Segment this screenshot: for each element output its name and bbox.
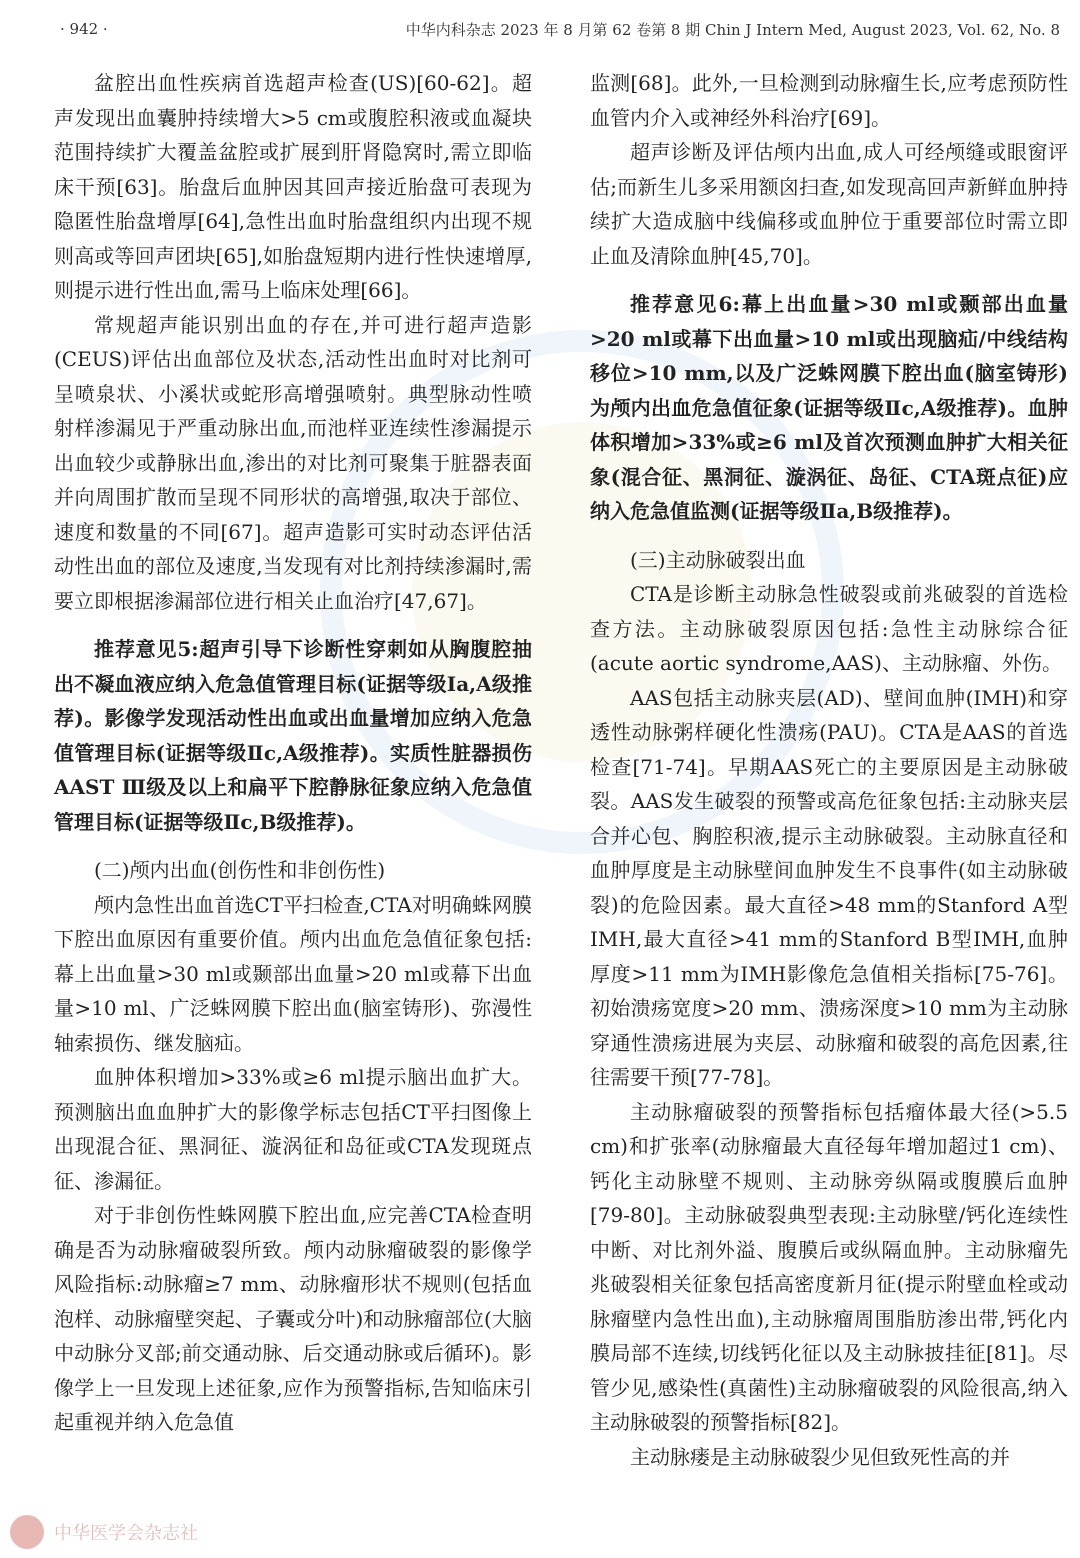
paragraph: 主动脉瘤破裂的预警指标包括瘤体最大径(>5.5 cm)和扩张率(动脉瘤最大直径每年增加超过1 cm)、钙化主动脉壁不规则、主动脉旁纵隔或腹膜后血肿[79-80]。主动脉破裂典型表现:主动脉壁/钙化连续性中断、对比剂外溢、腹膜后或纵隔血肿。主动脉瘤先兆破裂相关征象包括高密度新月征(提示附壁血栓或动脉瘤壁内急性出血),主动脉瘤周围脂肪渗出带,钙化内膜局部不连续,切线钙化征以及主动脉披挂征[81]。尽管少见,感染性(真菌性)主动脉瘤破裂的风险很高,纳入主动脉破裂的预警指标[82]。 (590, 1099, 1068, 1434)
paragraph: 主动脉瘘是主动脉破裂少见但致死性高的并 (630, 1444, 1010, 1469)
journal-info: 中华内科杂志 2023 年 8 月第 62 卷第 8 期 Chin J Intern Med, August 2023, Vol. 62, No. 8 (405, 20, 1060, 39)
paragraph: 超声诊断及评估颅内出血,成人可经颅缝或眼窗评估;而新生儿多采用额囟扫查,如发现高回声新鲜血肿持续扩大造成脑中线偏移或血肿位于重要部位时需立即止血及清除血肿[45,70]。 (590, 140, 1068, 268)
left-column (54, 66, 532, 1440)
paragraph: CTA是诊断主动脉急性破裂或前兆破裂的首选检查方法。主动脉破裂原因包括:急性主动脉综合征(acute aortic syndrome,AAS)、主动脉瘤、外伤。 (590, 582, 1068, 675)
page-header (60, 14, 1060, 44)
paragraph: 监测[68]。此外,一旦检测到动脉瘤生长,应考虑预防性血管内介入或神经外科治疗[69]。 (590, 71, 1068, 130)
paragraph: AAS包括主动脉夹层(AD)、壁间血肿(IMH)和穿透性动脉粥样硬化性溃疡(PAU)。CTA是AAS的首选检查[71-74]。早期AAS死亡的主要原因是主动脉破裂。AAS发生破裂的预警或高危征象包括:主动脉夹层合并心包、胸腔积液,提示主动脉破裂。主动脉直径和血肿厚度是主动脉壁间血肿发生不良事件(如主动脉破裂)的危险因素。最大直径>48 mm的Stanford A型IMH,最大直径>41 mm的Stanford B型IMH,血肿厚度>11 mm为IMH影像危急值相关指标[75-76]。初始溃疡宽度>20 mm、溃疡深度>10 mm为主动脉穿通性溃疡进展为夹层、动脉瘤和破裂的高危因素,往往需要干预[77-78]。 (590, 685, 1068, 1089)
recommendation-5: 推荐意见5:超声引导下诊断性穿刺如从胸腹腔抽出不凝血液应纳入危急值管理目标(证据等级Ⅰa,A级推荐)。影像学发现活动性出血或出血量增加应纳入危急值管理目标(证据等级Ⅱc,A级推荐)。实质性脏器损伤AAST Ⅲ级及以上和扁平下腔静脉征象应纳入危急值管理目标(证据等级Ⅱc,B级推荐)。 (54, 637, 532, 834)
paragraph: 颅内急性出血首选CT平扫检查,CTA对明确蛛网膜下腔出血原因有重要价值。颅内出血危急值征象包括:幕上出血量>30 ml或颞部出血量>20 ml或幕下出血量>10 ml、广泛蛛网膜下腔出血(脑室铸形)、弥漫性轴索损伤、继发脑疝。 (54, 892, 532, 1055)
recommendation-6: 推荐意见6:幕上出血量>30 ml或颞部出血量>20 ml或幕下出血量>10 ml或出现脑疝/中线结构移位>10 mm,以及广泛蛛网膜下腔出血(脑室铸形)为颅内出血危急值征象(证据等级Ⅱc,A级推荐)。血肿体积增加>33%或≥6 ml及首次预测血肿扩大相关征象(混合征、黑洞征、漩涡征、岛征、CTA斑点征)应纳入危急值监测(证据等级Ⅱa,B级推荐)。 (590, 292, 1068, 523)
publisher-watermark (0, 1512, 520, 1552)
publisher-name: 中华医学会杂志社 (54, 1523, 198, 1544)
paragraph: 常规超声能识别出血的存在,并可进行超声造影(CEUS)评估出血部位及状态,活动性出血时对比剂可呈喷泉状、小溪状或蛇形高增强喷射。典型脉动性喷射样渗漏见于严重动脉出血,而池样亚连续性渗漏提示出血较少或静脉出血,渗出的对比剂可聚集于脏器表面并向周围扩散而呈现不同形状的高增强,取决于部位、速度和数量的不同[67]。超声造影可实时动态评估活动性出血的部位及速度,当发现有对比剂持续渗漏时,需要立即根据渗漏部位进行相关止血治疗[47,67]。 (54, 312, 532, 613)
right-column (590, 66, 1068, 1474)
publisher-logo-icon (10, 1515, 44, 1549)
section-heading: (二)颅内出血(创伤性和非创伤性) (94, 858, 386, 882)
section-heading: (三)主动脉破裂出血 (630, 547, 806, 572)
page-number: · 942 · (60, 20, 108, 38)
paragraph: 盆腔出血性疾病首选超声检查(US)[60-62]。超声发现出血囊肿持续增大>5 cm或腹腔积液或血凝块范围持续扩大覆盖盆腔或扩展到肝肾隐窝时,需立即临床干预[63]。胎盘后血肿因其回声接近胎盘可表现为隐匿性胎盘增厚[64],急性出血时胎盘组织内出现不规则高或等回声团块[65],如胎盘短期内进行性快速增厚,则提示进行性出血,需马上临床处理[66]。 (54, 71, 532, 302)
paragraph: 血肿体积增加>33%或≥6 ml提示脑出血扩大。预测脑出血血肿扩大的影像学标志包括CT平扫图像上出现混合征、黑洞征、漩涡征和岛征或CTA发现斑点征、渗漏征。 (54, 1065, 532, 1193)
paragraph: 对于非创伤性蛛网膜下腔出血,应完善CTA检查明确是否为动脉瘤破裂所致。颅内动脉瘤破裂的影像学风险指标:动脉瘤≥7 mm、动脉瘤形状不规则(包括血泡样、动脉瘤壁突起、子囊或分叶)和动脉瘤部位(大脑中动脉分叉部;前交通动脉、后交通动脉或后循环)。影像学上一旦发现上述征象,应作为预警指标,告知临床引起重视并纳入危急值 (54, 1203, 532, 1434)
